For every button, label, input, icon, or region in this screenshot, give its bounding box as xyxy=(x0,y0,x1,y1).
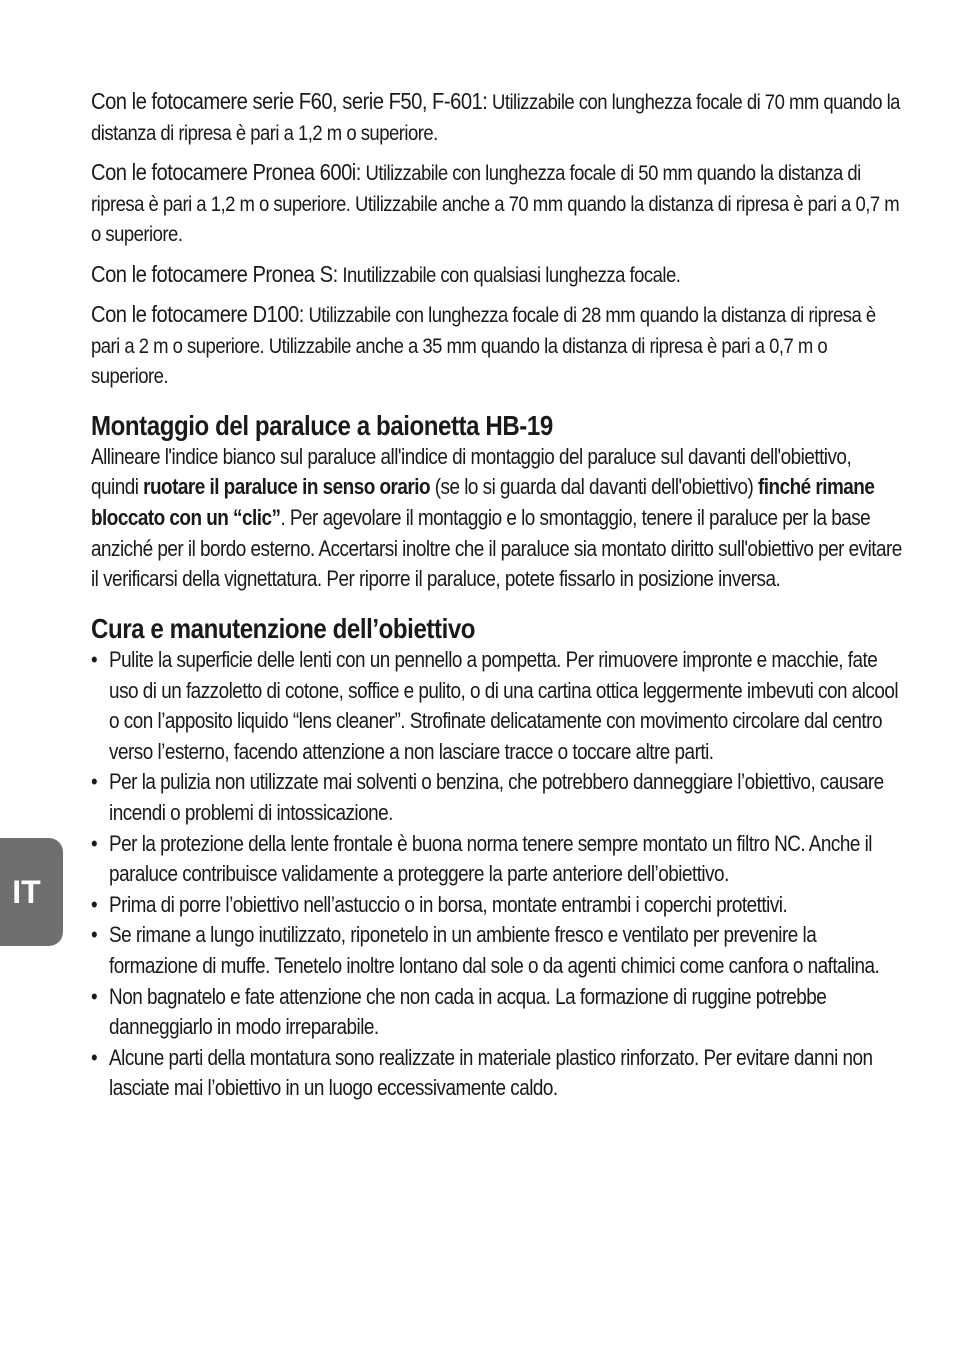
camera-note-text: Inutilizzabile con qualsiasi lunghezza focale. xyxy=(337,262,681,287)
bullet-icon: • xyxy=(91,769,98,795)
camera-note-lead: Con le fotocamere Pronea S: xyxy=(91,260,338,287)
care-list-item xyxy=(91,920,903,981)
camera-note-lead: Con le fotocamere serie F60, serie F50, F-601: xyxy=(91,88,488,114)
care-list-item xyxy=(91,645,903,767)
camera-note-lead: Con le fotocamere D100: xyxy=(91,301,304,327)
care-heading: Cura e manutenzione dell’obiettivo xyxy=(91,613,476,645)
care-item-text: Alcune parti della montatura sono realizzate in materiale plastico rinforzato. Per evitare danni non lasciate mai l’obiettivo in un luogo eccessivamente caldo. xyxy=(109,1044,873,1101)
care-item-text: Per la protezione della lente frontale è buona norma tenere sempre montato un filtro NC. Anche il paraluce contribuisce validamente a proteggere la parte anteriore dell’obiettivo. xyxy=(109,830,872,887)
care-list-item xyxy=(91,890,903,921)
camera-note-text: Utilizzabile con lunghezza focale di 70 mm quando la distanza di ripresa è pari a 1,2 m o superiore. xyxy=(91,90,900,145)
mounting-heading: Montaggio del paraluce a baionetta HB-19 xyxy=(91,409,553,441)
care-list-item xyxy=(91,829,903,890)
bullet-icon: • xyxy=(91,1044,98,1070)
camera-note xyxy=(91,299,903,392)
camera-note xyxy=(91,157,903,250)
mounting-bold-2: finché rimane bloccato con un “clic” xyxy=(91,474,875,530)
care-item-text: Pulite la superficie delle lenti con un pennello a pompetta. Per rimuovere impronte e macchie, fate uso di un fazzoletto di cotone, soffice e pulito, o di una cartina ottica leggermente imbevuti con alcool o con l’apposito liquido “lens cleaner”. Strofinate delicatamente con movimento circolare dal centro verso l’esterno, facendo attenzione a non lasciare tracce o toccare altre parti. xyxy=(109,647,899,764)
bullet-icon: • xyxy=(91,891,98,917)
care-item-text: Se rimane a lungo inutilizzato, riponetelo in un ambiente fresco e ventilato per prevenire la formazione di muffe. Tenetelo inoltre lontano dal sole o da agenti chimici come canfora o naftalina. xyxy=(109,922,880,978)
camera-note xyxy=(91,86,903,148)
mounting-instructions xyxy=(91,442,903,596)
camera-note xyxy=(91,259,903,291)
camera-note-text: Utilizzabile con lunghezza focale di 50 mm quando la distanza di ripresa è pari a 1,2 m o superiore. Utilizzabile anche a 70 mm quando la distanza di ripresa è pari a 0,7 m o superiore. xyxy=(91,161,900,246)
mounting-text-1: Allineare l'indice bianco sul paraluce all'indice di montaggio del paraluce sul davanti dell'obiettivo, quindi xyxy=(91,443,852,500)
care-item-text: Prima di porre l’obiettivo nell’astuccio o in borsa, montate entrambi i coperchi protettivi. xyxy=(109,891,788,917)
language-tab xyxy=(0,838,63,946)
care-list xyxy=(91,645,903,1104)
mounting-bold-1: ruotare il paraluce in senso orario xyxy=(143,474,431,500)
care-item-text: Non bagnatelo e fate attenzione che non cada in acqua. La formazione di ruggine potrebbe danneggiarlo in modo irreparabile. xyxy=(109,983,827,1040)
care-list-item xyxy=(91,767,903,828)
mounting-text-2: (se lo si guarda dal davanti dell'obiettivo) xyxy=(430,474,759,500)
care-item-text: Per la pulizia non utilizzate mai solventi o benzina, che potrebbero danneggiare l’obiettivo, causare incendi o problemi di intossicazione. xyxy=(109,769,884,825)
bullet-icon: • xyxy=(91,647,98,673)
mounting-text-3: . Per agevolare il montaggio e lo smontaggio, tenere il paraluce per la base anziché per il bordo esterno. Accertarsi inoltre che il paraluce sia montato diritto sull'obiettivo per evitare il verificarsi della vignettatura. Per riporre il paraluce, potete fissarlo in posizione inversa. xyxy=(91,504,902,592)
bullet-icon: • xyxy=(91,983,98,1009)
bullet-icon: • xyxy=(91,922,98,948)
camera-note-text: Utilizzabile con lunghezza focale di 28 mm quando la distanza di ripresa è pari a 2 m o superiore. Utilizzabile anche a 35 mm quando la distanza di ripresa è pari a 0,7 m o superiore. xyxy=(91,303,876,388)
bullet-icon: • xyxy=(91,830,98,856)
page-content xyxy=(91,86,903,1104)
language-tab-label: IT xyxy=(12,873,41,910)
care-list-item xyxy=(91,982,903,1043)
camera-note-lead: Con le fotocamere Pronea 600i: xyxy=(91,159,361,185)
care-list-item xyxy=(91,1043,903,1104)
